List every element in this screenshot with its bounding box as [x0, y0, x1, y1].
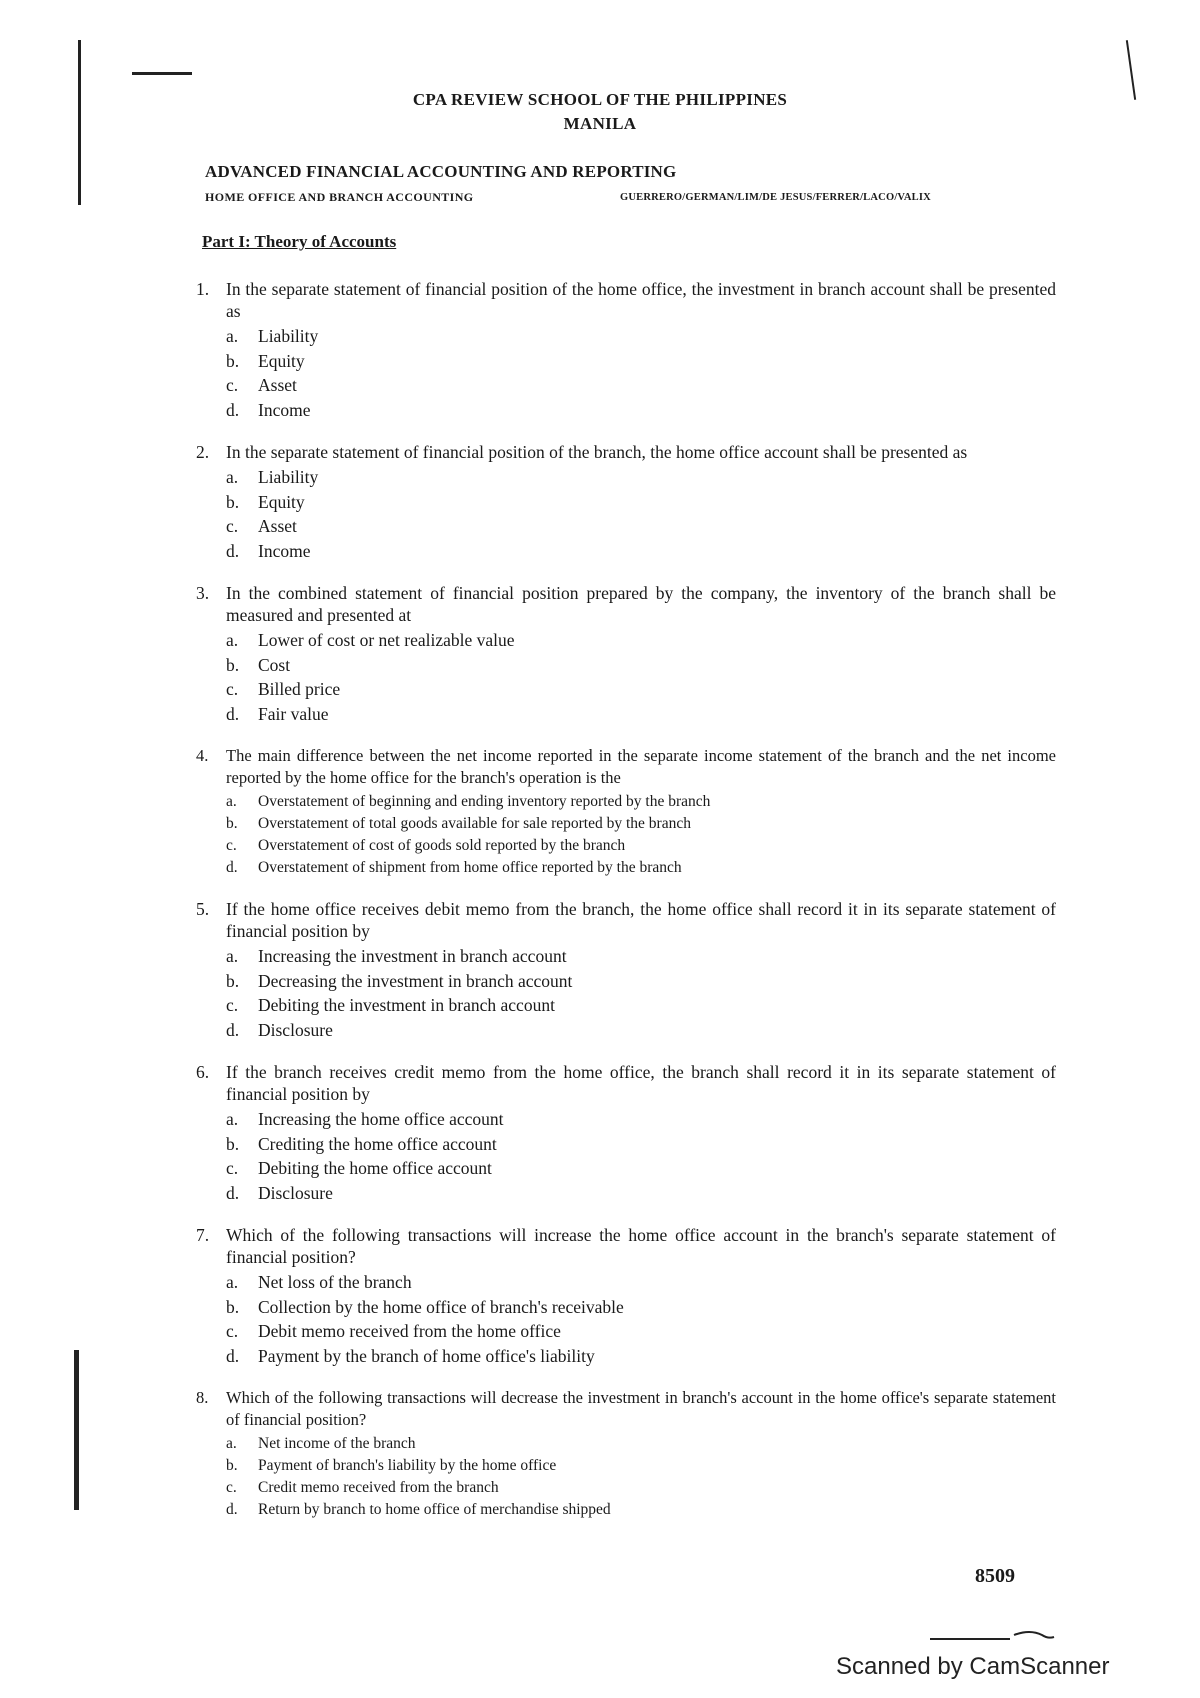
question-number: 5.	[196, 899, 210, 919]
scanner-watermark: Scanned by CamScanner	[836, 1653, 1110, 1680]
choice-item	[226, 702, 1056, 727]
choice-text: Lower of cost or net realizable value	[258, 630, 515, 650]
choice-text: Decreasing the investment in branch account	[258, 970, 573, 991]
choice-item	[226, 857, 1056, 879]
question-number: 1.	[196, 279, 210, 299]
choice-list	[226, 944, 1056, 1042]
choice-letter: d.	[226, 859, 238, 876]
pen-scribble	[930, 1625, 1070, 1645]
question-number: 7.	[196, 1225, 210, 1245]
choice-item	[226, 1156, 1056, 1181]
choice-letter: a.	[226, 1272, 239, 1292]
choice-letter: d.	[226, 1501, 238, 1518]
question-text: In the separate statement of financial position of the home office, the investment in branch account shall be presented as	[226, 279, 1056, 321]
choice-letter: b.	[226, 1457, 238, 1474]
question-item	[196, 898, 1056, 1042]
question-stem	[196, 745, 1056, 789]
choice-item	[226, 1270, 1056, 1295]
choice-text: Liability	[258, 467, 319, 487]
choice-letter: c.	[226, 1158, 239, 1178]
choice-letter: d.	[226, 540, 240, 561]
choice-letter: c.	[226, 679, 239, 699]
choice-letter: a.	[226, 467, 239, 487]
question-item	[196, 582, 1056, 726]
choice-item	[226, 1344, 1056, 1369]
choice-text: Payment by the branch of home office's liability	[258, 1345, 595, 1366]
question-list	[196, 278, 1056, 1540]
choice-letter: d.	[226, 1182, 240, 1203]
choice-letter: c.	[226, 516, 239, 536]
choice-item	[226, 539, 1056, 564]
choice-text: Asset	[258, 375, 297, 395]
choice-item	[226, 677, 1056, 702]
choice-item	[226, 813, 1056, 835]
choice-text: Billed price	[258, 679, 341, 699]
choice-text: Return by branch to home office of merchandise shipped	[258, 1501, 611, 1518]
choice-item	[226, 1477, 1056, 1499]
choice-letter: b.	[226, 1133, 240, 1154]
choice-letter: b.	[226, 1296, 240, 1317]
choice-letter: c.	[226, 995, 239, 1015]
choice-list	[226, 1107, 1056, 1205]
choice-letter: c.	[226, 1479, 237, 1496]
choice-text: Overstatement of shipment from home office reported by the branch	[258, 859, 682, 876]
choice-letter: a.	[226, 793, 237, 810]
choice-text: Disclosure	[258, 1182, 333, 1203]
school-header	[0, 88, 1200, 136]
choice-letter: a.	[226, 946, 239, 966]
choice-item	[226, 490, 1056, 515]
choice-list	[226, 1433, 1056, 1521]
question-text: If the branch receives credit memo from the home office, the branch shall record it in its separate statement of financial position by	[226, 1062, 1056, 1104]
question-stem	[196, 1224, 1056, 1268]
choice-text: Overstatement of beginning and ending inventory reported by the branch	[258, 793, 711, 810]
page-number: 8509	[975, 1565, 1015, 1587]
choice-text: Crediting the home office account	[258, 1133, 497, 1154]
question-number: 2.	[196, 442, 210, 462]
choice-text: Disclosure	[258, 1019, 333, 1040]
choice-letter: a.	[226, 630, 239, 650]
question-item	[196, 1061, 1056, 1205]
question-text: In the combined statement of financial position prepared by the company, the inventory of the branch shall be measured and presented at	[226, 583, 1056, 625]
choice-letter: d.	[226, 1345, 240, 1366]
choice-text: Overstatement of total goods available for sale reported by the branch	[258, 815, 691, 832]
choice-letter: b.	[226, 970, 240, 991]
choice-item	[226, 969, 1056, 994]
choice-text: Debit memo received from the home office	[258, 1321, 561, 1341]
question-number: 4.	[196, 746, 209, 765]
choice-list	[226, 791, 1056, 879]
choice-item	[226, 1319, 1056, 1344]
question-number: 6.	[196, 1062, 210, 1082]
choice-item	[226, 1181, 1056, 1206]
question-stem	[196, 441, 1056, 463]
choice-letter: d.	[226, 703, 240, 724]
choice-item	[226, 373, 1056, 398]
question-item	[196, 278, 1056, 422]
choice-list	[226, 465, 1056, 563]
question-text: Which of the following transactions will increase the home office account in the branch's separate statement of financial position?	[226, 1225, 1056, 1267]
question-item	[196, 745, 1056, 879]
choice-text: Payment of branch's liability by the home office	[258, 1457, 557, 1474]
choice-letter: b.	[226, 815, 238, 832]
choice-letter: c.	[226, 837, 237, 854]
question-number: 8.	[196, 1388, 209, 1407]
choice-text: Overstatement of cost of goods sold reported by the branch	[258, 837, 626, 854]
choice-text: Liability	[258, 326, 319, 346]
question-item	[196, 441, 1056, 563]
course-authors: GUERRERO/GERMAN/LIM/DE JESUS/FERRER/LACO/VALIX	[620, 192, 931, 203]
choice-item	[226, 1295, 1056, 1320]
question-stem	[196, 898, 1056, 942]
choice-letter: d.	[226, 399, 240, 420]
choice-list	[226, 1270, 1056, 1368]
choice-text: Income	[258, 399, 311, 420]
question-text: If the home office receives debit memo from the branch, the home office shall record it in its separate statement of financial position by	[226, 899, 1056, 941]
choice-list	[226, 324, 1056, 422]
question-stem	[196, 582, 1056, 626]
school-name: CPA REVIEW SCHOOL OF THE PHILIPPINES	[412, 90, 788, 109]
choice-item	[226, 465, 1056, 490]
choice-letter: a.	[226, 1435, 237, 1452]
question-text: In the separate statement of financial position of the branch, the home office account shall be presented as	[226, 442, 968, 462]
choice-item	[226, 349, 1056, 374]
choice-letter: a.	[226, 326, 239, 346]
choice-letter: a.	[226, 1109, 239, 1129]
choice-letter: b.	[226, 350, 240, 371]
choice-item	[226, 1433, 1056, 1455]
choice-item	[226, 1499, 1056, 1521]
choice-item	[226, 324, 1056, 349]
choice-text: Debiting the home office account	[258, 1158, 492, 1178]
choice-item	[226, 1107, 1056, 1132]
choice-text: Fair value	[258, 703, 329, 724]
question-item	[196, 1224, 1056, 1368]
choice-text: Increasing the investment in branch account	[258, 946, 567, 966]
course-title: ADVANCED FINANCIAL ACCOUNTING AND REPORTING	[205, 162, 677, 181]
choice-text: Collection by the home office of branch's receivable	[258, 1296, 624, 1317]
choice-text: Equity	[258, 491, 305, 512]
choice-text: Net loss of the branch	[258, 1272, 412, 1292]
part-title: Part I: Theory of Accounts	[202, 232, 397, 251]
choice-item	[226, 993, 1056, 1018]
choice-item	[226, 398, 1056, 423]
school-city: MANILA	[563, 114, 637, 133]
question-stem	[196, 278, 1056, 322]
choice-item	[226, 514, 1056, 539]
question-text: The main difference between the net income reported in the separate income statement of the branch and the net income reported by the home office for the branch's operation is the	[226, 746, 1056, 787]
course-topic: HOME OFFICE AND BRANCH ACCOUNTING	[205, 190, 474, 204]
choice-item	[226, 835, 1056, 857]
choice-letter: d.	[226, 1019, 240, 1040]
choice-item	[226, 1455, 1056, 1477]
choice-text: Equity	[258, 350, 305, 371]
choice-item	[226, 944, 1056, 969]
choice-text: Debiting the investment in branch account	[258, 995, 555, 1015]
choice-text: Net income of the branch	[258, 1435, 416, 1452]
choice-text: Income	[258, 540, 311, 561]
scan-edge-mark-left-bottom	[74, 1350, 79, 1510]
choice-item	[226, 653, 1056, 678]
choice-item	[226, 791, 1056, 813]
choice-letter: b.	[226, 491, 240, 512]
choice-text: Cost	[258, 654, 291, 675]
choice-text: Credit memo received from the branch	[258, 1479, 499, 1496]
question-number: 3.	[196, 583, 210, 603]
choice-text: Increasing the home office account	[258, 1109, 504, 1129]
question-item	[196, 1387, 1056, 1521]
choice-letter: c.	[226, 1321, 239, 1341]
choice-list	[226, 628, 1056, 726]
choice-letter: b.	[226, 654, 240, 675]
question-stem	[196, 1061, 1056, 1105]
question-stem	[196, 1387, 1056, 1431]
choice-item	[226, 1132, 1056, 1157]
choice-item	[226, 628, 1056, 653]
question-text: Which of the following transactions will decrease the investment in branch's account in the home office's separate statement of financial position?	[226, 1388, 1056, 1429]
choice-item	[226, 1018, 1056, 1043]
choice-text: Asset	[258, 516, 297, 536]
choice-letter: c.	[226, 375, 239, 395]
scan-edge-mark-top-left	[132, 72, 192, 75]
